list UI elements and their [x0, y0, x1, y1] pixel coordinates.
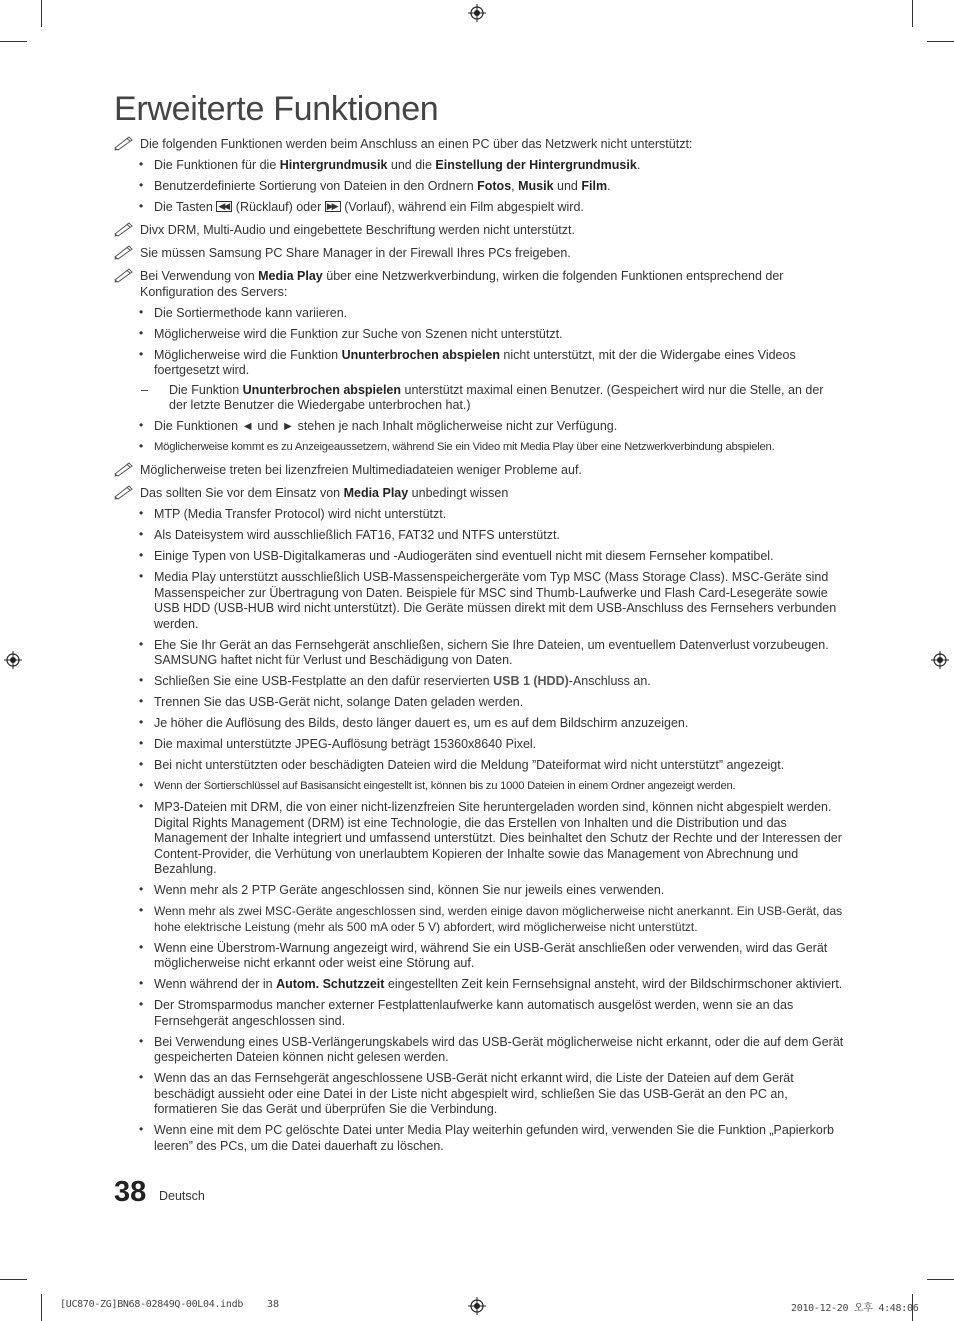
crop-mark — [41, 1294, 42, 1321]
list-item: • Bei nicht unterstützten oder beschädigten Dateien wird die Meldung ”Dateiformat wird nicht unterstützt” angezeigt. — [154, 758, 844, 774]
note: Das sollten Sie vor dem Einsatz von Media Play unbedingt wissen — [114, 486, 844, 502]
list-item: • Wenn während der in Autom. Schutzzeit eingestellten Zeit kein Fernsehsignal ansteht, wird der Bildschirmschoner aktiviert. — [154, 977, 844, 993]
registration-mark-icon — [468, 4, 486, 22]
list-item: • Bei Verwendung eines USB-Verlängerungskabels wird das USB-Gerät möglicherweise nicht erkannt, oder die auf dem Gerät gespeicherten Dateien können nicht gelesen werden. — [154, 1035, 844, 1066]
rewind-key-icon: ◀◀ — [216, 201, 232, 212]
list-item: • Der Stromsparmodus mancher externer Festplattenlaufwerke kann automatisch ausgelöst werden, wenn sie an das Fernsehgerät angeschlossen sind. — [154, 998, 844, 1029]
list-item: • MP3-Dateien mit DRM, die von einer nicht-lizenzfreien Site heruntergeladen worden sind, können nicht abgespielt werden. Digital Rights Management (DRM) ist eine Technologie, die das Erstellen von Inhalten und die Distribution und das Management der Inhalte integriert und umfassend unterstützt. Dies beinhaltet den Schutz der Rechte und der Interessen der Content-Provider, die Verhütung von unerlaubtem Kopieren der Inhalte sowie das Management von Abrechnung und Bezahlung. — [154, 800, 844, 878]
bullet-list — [114, 158, 844, 216]
note: Bei Verwendung von Media Play über eine Netzwerkverbindung, wirken die folgenden Funktionen entsprechend der Konfiguration des Servers: — [114, 269, 844, 300]
note — [114, 463, 844, 479]
fast-forward-key-icon: ▶▶ — [325, 201, 341, 212]
note-pencil-icon — [114, 221, 136, 237]
list-item: • Einige Typen von USB-Digitalkameras und -Audiogeräten sind eventuell nicht mit diesem Fernseher kompatibel. — [154, 549, 844, 565]
registration-mark-icon — [4, 651, 22, 669]
list-item: • Trennen Sie das USB-Gerät nicht, solange Daten geladen werden. — [154, 695, 844, 711]
list-item: • Wenn das an das Fernsehgerät angeschlossene USB-Gerät nicht erkannt wird, die Liste der Dateien auf dem Gerät beschädigt aussieht oder eine Datei in der Liste nicht abgespielt wird, schließen Sie das USB-Gerät an den PC an, formatieren Sie das Gerät und überprüfen Sie die Verbindung. — [154, 1071, 844, 1118]
list-item: • Wenn eine mit dem PC gelöschte Datei unter Media Play weiterhin gefunden wird, verwenden Sie die Funktion „Papierkorb leeren” des PCs, um die Datei dauerhaft zu löschen. — [154, 1123, 844, 1154]
note-text: Die folgenden Funktionen werden beim Anschluss an einen PC über das Netzwerk nicht unterstützt: — [140, 137, 693, 151]
list-item: • Die Funktionen für die Hintergrundmusik und die Einstellung der Hintergrundmusik. — [154, 158, 844, 174]
bullet-list — [114, 306, 844, 456]
note — [114, 137, 844, 153]
list-item: • MTP (Media Transfer Protocol) wird nicht unterstützt. — [154, 507, 844, 523]
list-item: • Die maximal unterstützte JPEG-Auflösung beträgt 15360x8640 Pixel. — [154, 737, 844, 753]
list-item: • Die Tasten ◀◀ (Rücklauf) oder ▶▶ (Vorlauf), während ein Film abgespielt wird. — [154, 200, 844, 216]
page-title: Erweiterte Funktionen — [114, 90, 439, 128]
crop-mark — [927, 1279, 954, 1280]
list-item: • Die Funktionen ◄ und ► stehen je nach Inhalt möglicherweise nicht zur Verfügung. — [154, 419, 844, 435]
list-item: • Möglicherweise kommt es zu Anzeigeaussetzern, während Sie ein Video mit Media Play über eine Netzwerkverbindung abspielen. — [154, 440, 844, 456]
crop-mark — [0, 1279, 27, 1280]
slug-page: 38 — [267, 1299, 280, 1310]
note-text: Divx DRM, Multi-Audio und eingebettete Beschriftung werden nicht unterstützt. — [140, 223, 575, 237]
list-item: • Wenn eine Überstrom-Warnung angezeigt wird, während Sie ein USB-Gerät anschließen oder verwenden, wird das Gerät möglicherweise nicht erkannt oder weist eine Störung auf. — [154, 941, 844, 972]
list-item: • Je höher die Auflösung des Bilds, desto länger dauert es, um es auf dem Bildschirm anzuzeigen. — [154, 716, 844, 732]
registration-mark-icon — [931, 651, 949, 669]
list-item: • Möglicherweise wird die Funktion zur Suche von Szenen nicht unterstützt. — [154, 327, 844, 343]
slug-filename: [UC870-ZG]BN68-02849Q-00L04.indb — [60, 1299, 244, 1310]
slug-datetime: 2010-12-20 오후 4:48:06 — [791, 1303, 919, 1314]
note-pencil-icon — [114, 135, 136, 151]
note-pencil-icon — [114, 244, 136, 260]
list-item: • Benutzerdefinierte Sortierung von Dateien in den Ordnern Fotos, Musik und Film. — [154, 179, 844, 195]
dash-item: – Die Funktion Ununterbrochen abspielen unterstützt maximal einen Benutzer. (Gespeichert wird nur die Stelle, an der der letzte Benutzer die Wiedergabe unterbrochen hat.) — [154, 383, 844, 414]
note-text: Möglicherweise treten bei lizenzfreien Multimediadateien weniger Probleme auf. — [140, 463, 582, 477]
crop-mark — [927, 41, 954, 42]
note-pencil-icon — [114, 461, 136, 477]
note-pencil-icon — [114, 267, 136, 283]
content — [114, 137, 844, 1162]
list-item: • Ehe Sie Ihr Gerät an das Fernsehgerät anschließen, sichern Sie Ihre Dateien, um eventuellem Datenverlust vorzubeugen. SAMSUNG haftet nicht für Verlust und Beschädigung von Daten. — [154, 638, 844, 669]
footer-language: Deutsch — [159, 1189, 205, 1203]
list-item: • Die Sortiermethode kann variieren. — [154, 306, 844, 322]
list-item: • Wenn mehr als 2 PTP Geräte angeschlossen sind, können Sie nur jeweils eines verwenden. — [154, 883, 844, 899]
list-item: • Wenn der Sortierschlüssel auf Basisansicht eingestellt ist, können bis zu 1000 Dateien in einem Ordner angezeigt werden. — [154, 779, 844, 795]
crop-mark — [0, 41, 27, 42]
note-text: Sie müssen Samsung PC Share Manager in der Firewall Ihres PCs freigeben. — [140, 246, 571, 260]
page-number: 38 — [114, 1176, 147, 1208]
list-item: • Als Dateisystem wird ausschließlich FAT16, FAT32 und NTFS unterstützt. — [154, 528, 844, 544]
list-item: • Schließen Sie eine USB-Festplatte an den dafür reservierten USB 1 (HDD)-Anschluss an. — [154, 674, 844, 690]
note-pencil-icon — [114, 484, 136, 500]
note — [114, 246, 844, 262]
list-item: • Wenn mehr als zwei MSC-Geräte angeschlossen sind, werden einige davon möglicherweise nicht anerkannt. Ein USB-Gerät, das hohe elektrische Leistung (mehr als 500 mA oder 5 V) abfordert, wird möglicherweise nicht unterstützt. — [154, 904, 844, 935]
bullet-list — [114, 507, 844, 1154]
note — [114, 223, 844, 239]
registration-mark-icon — [468, 1297, 486, 1315]
list-item: • Möglicherweise wird die Funktion Ununterbrochen abspielen nicht unterstützt, mit der die Widergabe eines Videos foertgesetzt wird. — [154, 348, 844, 379]
crop-mark — [41, 0, 42, 27]
list-item: • Media Play unterstützt ausschließlich USB-Massenspeichergeräte vom Typ MSC (Mass Storage Class). MSC-Geräte sind Massenspeicher zur Übertragung von Daten. Beispiele für MSC sind Thumb-Laufwerke und Flash Card-Lesegeräte sowie USB HDD (USB-HUB wird nicht unterstützt). Die Geräte müssen direkt mit dem USB-Anschluss des Fernsehers verbunden werden. — [154, 570, 844, 632]
crop-mark — [912, 0, 913, 27]
